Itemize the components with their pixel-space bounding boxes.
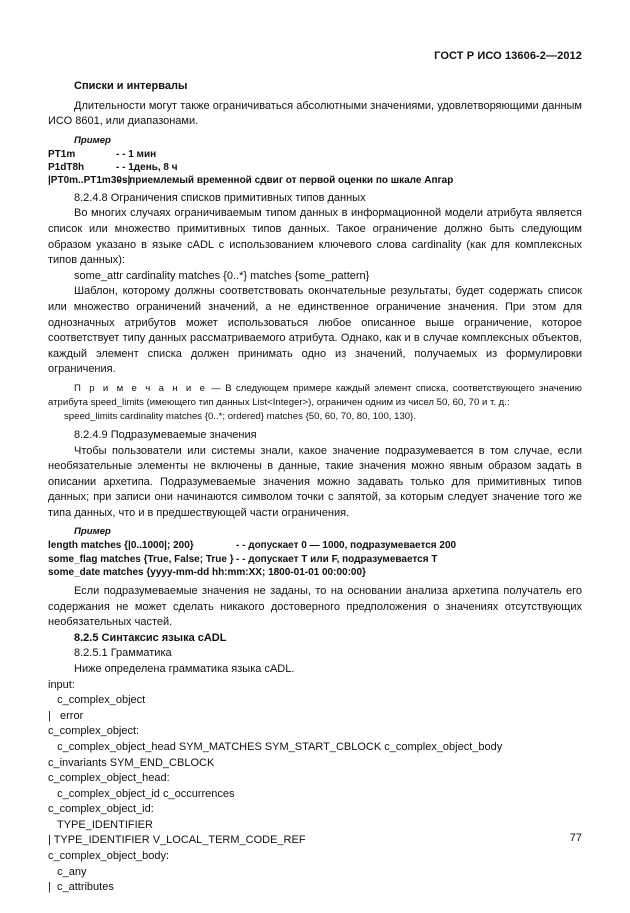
subsection-title: 8.2.4.9 Подразумеваемые значения <box>74 428 257 441</box>
example-code: P1dT8h <box>48 161 85 173</box>
example-row <box>48 148 582 161</box>
example-desc: - - допускает 0 — 1000, подразумевается 200 <box>236 540 457 552</box>
example-row <box>48 174 582 187</box>
paragraph: Длительности могут также ограничиваться абсолютными значениями, удовлетворяющими данным ИСО 8601, или диапазонами. <box>48 99 582 128</box>
section-heading: 8.2.5 Синтаксис языка cADL <box>74 631 227 644</box>
page-content <box>48 79 582 896</box>
note-label: П р и м е ч а н и е <box>74 382 207 394</box>
grammar-line: | error <box>48 709 84 722</box>
grammar-line: input: <box>48 678 75 691</box>
paragraph: Если подразумеваемые значения не заданы, то на основании анализа архетипа получатель его содержания не может сделать никакого достоверного предположения о значениях отсутствующих необязательных частей. <box>48 584 582 629</box>
paragraph: Шаблон, которому должны соответствовать окончательные результаты, будет содержать список или множество ограничений значений, а не единственное ограничение значения. При этом для однозначных атрибутов может использоваться любое описанное выше ограничение, которое соответствует типу данных рассматриваемого атрибута. Однако, как и в случае комплексных объектов, каждый элемент списка должен принимать одно из значений, получаемых из формулировки ограничения. <box>48 285 582 376</box>
syntax-line: some_attr cardinality matches {0..*} matches {some_pattern} <box>74 269 370 282</box>
example-row <box>48 566 582 580</box>
subsection-title: 8.2.4.8 Ограничения списков примитивных типов данных <box>74 191 366 204</box>
note-text: — В следующем примере каждый элемент списка, соответствующего значению атрибута speed_limits (имеющего тип данных List<Integer>), ограничен одним из чисел 50, 60, 70 и т. д.: <box>48 382 582 408</box>
note-code: speed_limits cardinality matches {0..*; ordered} matches {50, 60, 70, 80, 100, 130}. <box>64 410 416 422</box>
grammar-line: | c_attributes <box>48 881 114 894</box>
paragraph: Чтобы пользователи или системы знали, какое значение подразумевается в том случае, если необязательные элементы не включены в данные, такие значения можно явным образом задать в описании архетипа. Подразумеваемые значения можно задавать только для примитивных типов данных; при записи они начинаются символом точки с запятой, за которым следует значение того же типа данных, что и в предшествующей части ограничения. <box>48 444 582 519</box>
example-desc: - - 1день, 8 ч <box>116 161 178 173</box>
example-code: PT1m <box>48 148 76 160</box>
example-desc: - - 1 мин <box>116 148 157 160</box>
example-code: |PT0m..PT1m30s| <box>48 174 131 186</box>
grammar-line: c_complex_object_body: <box>48 850 170 863</box>
example-code: some_date matches {yyyy-mm-dd hh:mm:XX; 1800-01-01 00:00:00} <box>48 567 366 579</box>
default-example-list <box>48 539 582 580</box>
example-label: Пример <box>74 134 111 146</box>
grammar-line: c_invariants SYM_END_CBLOCK <box>48 756 215 769</box>
section-heading: Списки и интервалы <box>74 80 188 92</box>
example-list <box>48 148 582 187</box>
example-row <box>48 539 582 553</box>
page-number: 77 <box>569 832 582 844</box>
example-row <box>48 161 582 174</box>
grammar-line: c_complex_object_head: <box>48 772 170 785</box>
example-row <box>48 553 582 567</box>
example-desc: - - допускает T или F, подразумевается T <box>236 553 438 565</box>
grammar-line: c_complex_object <box>48 694 146 707</box>
example-label: Пример <box>74 526 111 538</box>
subsection-title: 8.2.5.1 Грамматика <box>74 647 172 660</box>
note <box>48 382 582 410</box>
grammar-line: c_complex_object_id c_occurrences <box>48 787 235 800</box>
grammar-line: c_any <box>48 865 87 878</box>
grammar-block <box>48 678 582 896</box>
paragraph: Во многих случаях ограничиваемым типом данных в информационной модели атрибута является список или множество примитивных типов данных. Такое ограничение должно быть следующим образом указано в языке cADL с использованием ключевого слова cardinality (как для комплексных типов данных): <box>48 207 582 267</box>
standard-header: ГОСТ Р ИСО 13606-2—2012 <box>434 50 582 62</box>
example-code: some_flag matches {True, False; True } <box>48 553 234 565</box>
grammar-line: | TYPE_IDENTIFIER V_LOCAL_TERM_CODE_REF <box>48 834 306 847</box>
grammar-line: c_complex_object_id: <box>48 803 154 816</box>
paragraph: Ниже определена грамматика языка cADL. <box>74 662 295 675</box>
grammar-line: c_complex_object: <box>48 725 140 738</box>
grammar-line: TYPE_IDENTIFIER <box>48 818 153 831</box>
example-desc: - - приемлемый временной сдвиг от первой оценки по шкале Апгар <box>117 174 454 186</box>
example-code: length matches {|0..1000|; 200} <box>48 540 194 552</box>
grammar-line: c_complex_object_head SYM_MATCHES SYM_START_CBLOCK c_complex_object_body <box>48 740 503 753</box>
